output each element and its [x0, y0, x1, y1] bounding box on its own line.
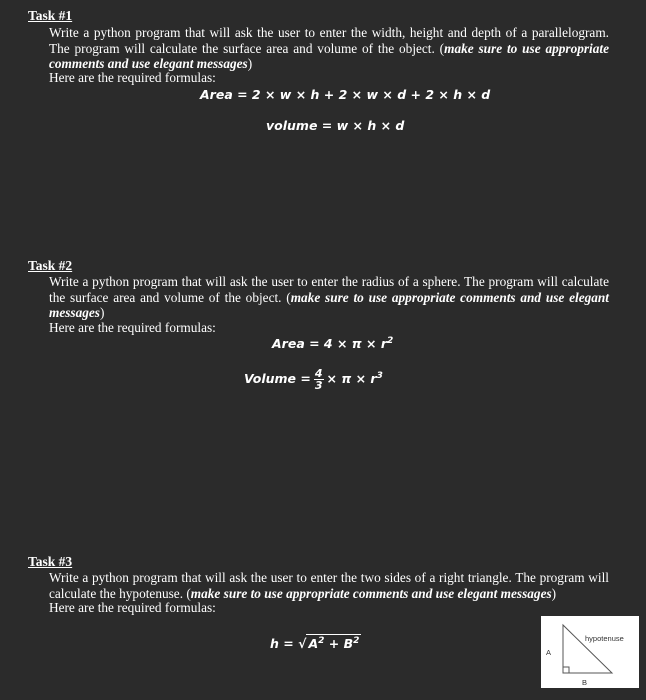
task3-intro-close: ) — [551, 585, 557, 601]
task1-intro-italic: make sure to use appropriate comments and use elegant messages — [49, 40, 609, 71]
task2-intro-italic: make sure to use appropriate comments and use elegant messages — [49, 289, 609, 320]
task2-required-text: Here are the required formulas: — [49, 320, 216, 335]
task3-title: Task #3 — [28, 554, 73, 569]
task1-volume-formula: volume = w × h × d — [266, 118, 405, 133]
task1-title: Task #1 — [28, 8, 73, 23]
task2-description — [49, 274, 609, 321]
sqrt-icon: √ — [298, 636, 307, 652]
task3-radicand-plus: + B — [324, 636, 354, 652]
triangle-label-a: A — [546, 648, 552, 657]
task2-intro-plain: Write a python program that will ask the user to enter the radius of a sphere. The program will calculate the surface area and volume of the object. ( — [49, 274, 609, 305]
task2-title: Task #2 — [28, 258, 73, 273]
task1-description — [49, 25, 609, 72]
task2-volume-formula — [244, 368, 383, 391]
task2-volume-fraction — [314, 368, 324, 391]
task1-area-formula: Area = 2 × w × h + 2 × w × d + 2 × h × d — [200, 87, 491, 102]
task3-required-text: Here are the required formulas: — [49, 600, 216, 615]
task3-radicand — [306, 634, 361, 651]
right-triangle-icon — [541, 616, 639, 688]
task1-intro-close: ) — [247, 56, 253, 71]
task2-volume-den: 3 — [314, 379, 323, 392]
task2-volume-exp: 3 — [376, 370, 383, 381]
task1-intro-plain: Write a python program that will ask the user to enter the width, height and depth of a parallelogram. The program will calculate the surface area and volume of the object. ( — [49, 25, 609, 56]
task3-h-lhs: h = — [270, 636, 294, 652]
task3-hypotenuse-formula — [270, 634, 361, 651]
task2-area-formula — [272, 336, 393, 351]
triangle-label-b: B — [582, 678, 588, 687]
task3-description — [49, 570, 609, 601]
task3-radicand-a: A — [308, 636, 319, 652]
triangle-label-hypotenuse: hypotenuse — [585, 634, 624, 643]
task2-volume-rhs: × π × r — [326, 371, 377, 386]
task2-volume-num: 4 — [314, 367, 323, 380]
task2-area-lhs: Area = 4 × π × r — [272, 336, 388, 352]
task3-intro-italic: make sure to use appropriate comments and use elegant messages — [190, 585, 552, 601]
task3-exp-b: 2 — [353, 636, 360, 646]
task2-volume-lhs: Volume = — [244, 371, 311, 386]
right-triangle-figure — [541, 616, 639, 688]
task2-area-exp: 2 — [387, 336, 394, 346]
task2-intro-close: ) — [99, 305, 105, 320]
task3-intro-plain: Write a python program that will ask the user to enter the two sides of a right triangle. The program will calculate the hypotenuse. ( — [49, 570, 609, 601]
task1-required-text: Here are the required formulas: — [49, 70, 216, 85]
task3-exp-a: 2 — [318, 636, 325, 646]
